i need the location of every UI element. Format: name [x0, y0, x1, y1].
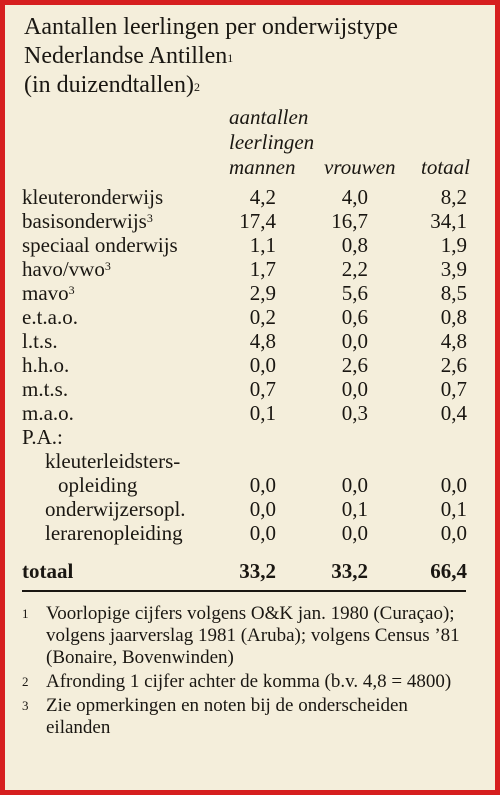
footnotes: [22, 603, 472, 741]
header-group-line-2: leerlingen: [229, 130, 315, 154]
table-row: mavo$^3$ 2,9 5,6 8,5: [22, 281, 467, 305]
table-row: l.t.s. 4,8 0,0 4,8: [22, 329, 467, 353]
table-row-label-continued: kleuterleidsters-: [45, 449, 181, 473]
footnote-ref: 3: [68, 283, 75, 297]
footnote-ref: 1: [227, 51, 234, 65]
header-group-line-1: aantallen: [229, 105, 309, 129]
table-row: e.t.a.o. 0,2 0,6 0,8: [22, 305, 467, 329]
footnote-ref: 2: [193, 80, 200, 94]
table-title: [24, 13, 398, 100]
footnote-ref: 3: [104, 259, 111, 273]
title-line-1: Aantallen leerlingen per onderwijstype: [24, 14, 398, 40]
divider-line: [22, 590, 466, 592]
footnote-ref: 3: [146, 211, 153, 225]
header-mannen: mannen: [229, 155, 296, 179]
total-row: totaal 33,2 33,2 66,4: [22, 559, 467, 583]
table-row: lerarenopleiding 0,0 0,0 0,0: [45, 521, 467, 545]
header-vrouwen: vrouwen: [324, 155, 396, 179]
table-row: onderwijzersopl. 0,0 0,1 0,1: [45, 497, 467, 521]
table-row: basisonderwijs$^3$ 17,4 16,7 34,1: [22, 209, 467, 233]
table-row: m.t.s. 0,7 0,0 0,7: [22, 377, 467, 401]
table-row: kleuteronderwijs 4,2 4,0 8,2: [22, 185, 467, 209]
data-table: [5, 185, 495, 583]
footnote: 3 Zie opmerkingen en noten bij de onderscheiden eilanden: [22, 695, 408, 738]
table-row: m.a.o. 0,1 0,3 0,4: [22, 401, 467, 425]
title-line-2: Nederlandse Antillen$^1$: [24, 43, 234, 69]
table-row: speciaal onderwijs 1,1 0,8 1,9: [22, 233, 467, 257]
table-row: h.h.o. 0,0 2,6 2,6: [22, 353, 467, 377]
footnote: 2 Afronding 1 cijfer achter de komma (b.v. 4,8 = 4800): [22, 671, 452, 692]
title-line-3: (in duizendtallen)$^2$: [24, 72, 200, 98]
footnote: 1 Voorlopige cijfers volgens O&K jan. 1980 (Curaçao); volgens jaarverslag 1981 (Aruba); volgens Census ’81 (Bonaire, Bovenwinden): [22, 603, 460, 668]
header-totaal: totaal: [421, 155, 471, 179]
table-row-group-label: P.A.:: [22, 425, 63, 449]
table-row: havo/vwo$^3$ 1,7 2,2 3,9: [22, 257, 467, 281]
table-row: opleiding 0,0 0,0 0,0: [58, 473, 467, 497]
